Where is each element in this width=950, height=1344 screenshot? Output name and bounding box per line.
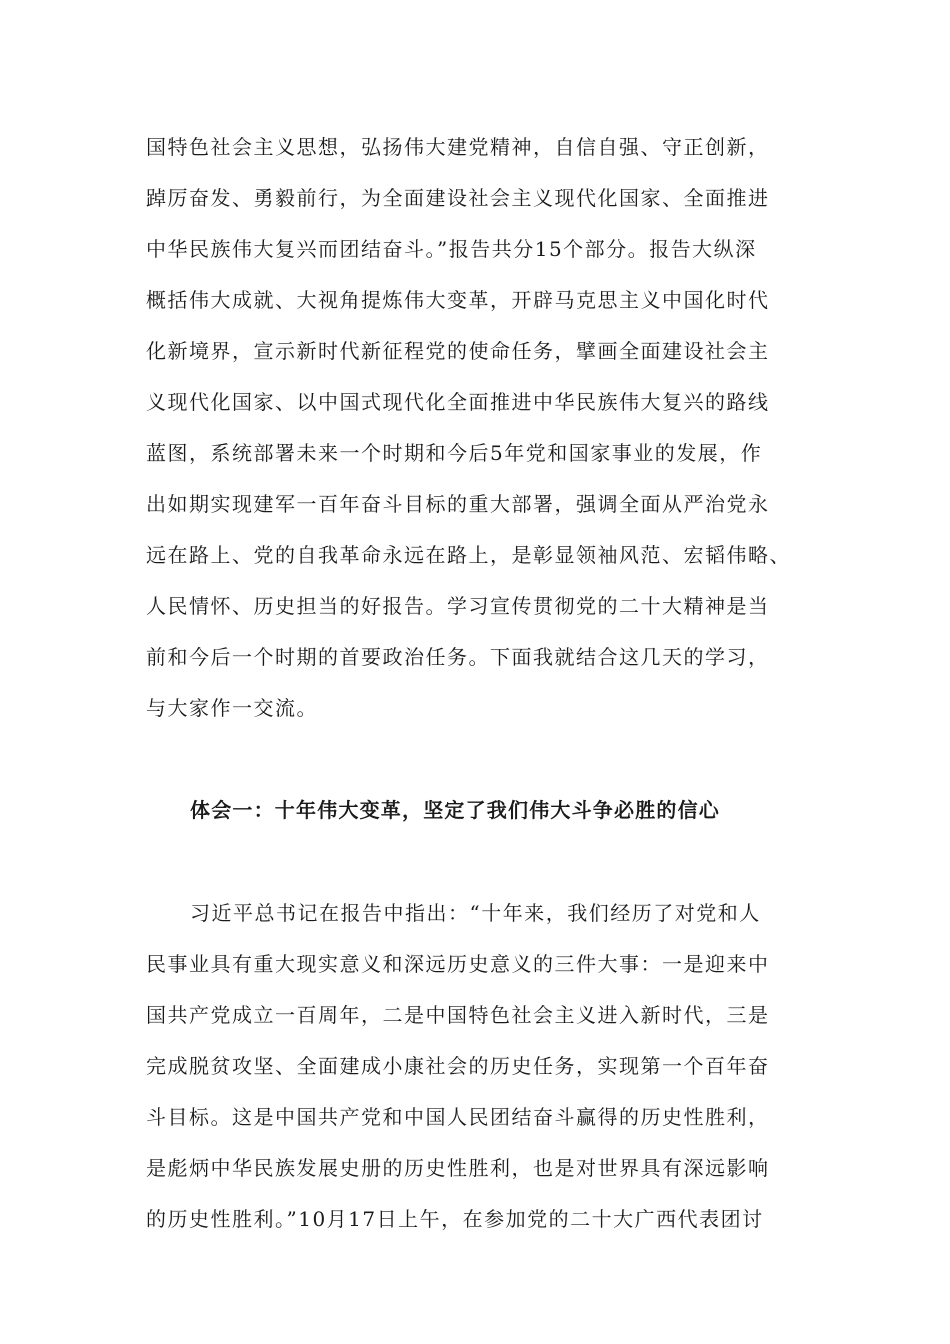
text-line: 出如期实现建军一百年奋斗目标的重大部署，强调全面从严治党永 — [146, 492, 770, 516]
text-line: 义现代化国家、以中国式现代化全面推进中华民族伟大复兴的路线 — [146, 390, 770, 414]
text-line: 斗目标。这是中国共产党和中国人民团结奋斗赢得的历史性胜利， — [146, 1105, 770, 1129]
text-line: 化新境界，宣示新时代新征程党的使命任务，擘画全面建设社会主 — [146, 339, 770, 363]
text-line: 国特色社会主义思想，弘扬伟大建党精神，自信自强、守正创新， — [146, 135, 770, 159]
text-line: 与大家作一交流。 — [146, 696, 318, 720]
text-line: 民事业具有重大现实意义和深远历史意义的三件大事：一是迎来中 — [146, 952, 770, 976]
text-line: 踔厉奋发、勇毅前行，为全面建设社会主义现代化国家、全面推进 — [146, 186, 770, 210]
section-heading: 体会一：十年伟大变革，坚定了我们伟大斗争必胜的信心 — [190, 798, 720, 822]
text-line: 国共产党成立一百周年，二是中国特色社会主义进入新时代，三是 — [146, 1003, 770, 1027]
text-line: 前和今后一个时期的首要政治任务。下面我就结合这几天的学习， — [146, 645, 770, 669]
text-line: 习近平总书记在报告中指出：“十年来，我们经历了对党和人 — [190, 901, 761, 925]
text-line: 完成脱贫攻坚、全面建成小康社会的历史任务，实现第一个百年奋 — [146, 1054, 770, 1078]
text-line: 中华民族伟大复兴而团结奋斗。”报告共分15个部分。报告大纵深 — [146, 237, 757, 261]
text-line: 是彪炳中华民族发展史册的历史性胜利，也是对世界具有深远影响 — [146, 1156, 770, 1180]
text-line: 远在路上、党的自我革命永远在路上，是彰显领袖风范、宏韬伟略、 — [146, 543, 791, 567]
text-line: 人民情怀、历史担当的好报告。学习宣传贯彻党的二十大精神是当 — [146, 594, 770, 618]
text-line: 概括伟大成就、大视角提炼伟大变革，开辟马克思主义中国化时代 — [146, 288, 770, 312]
text-line: 的历史性胜利。”10月17日上午，在参加党的二十大广西代表团讨 — [146, 1207, 764, 1231]
text-line: 蓝图，系统部署未来一个时期和今后5年党和国家事业的发展，作 — [146, 441, 763, 465]
